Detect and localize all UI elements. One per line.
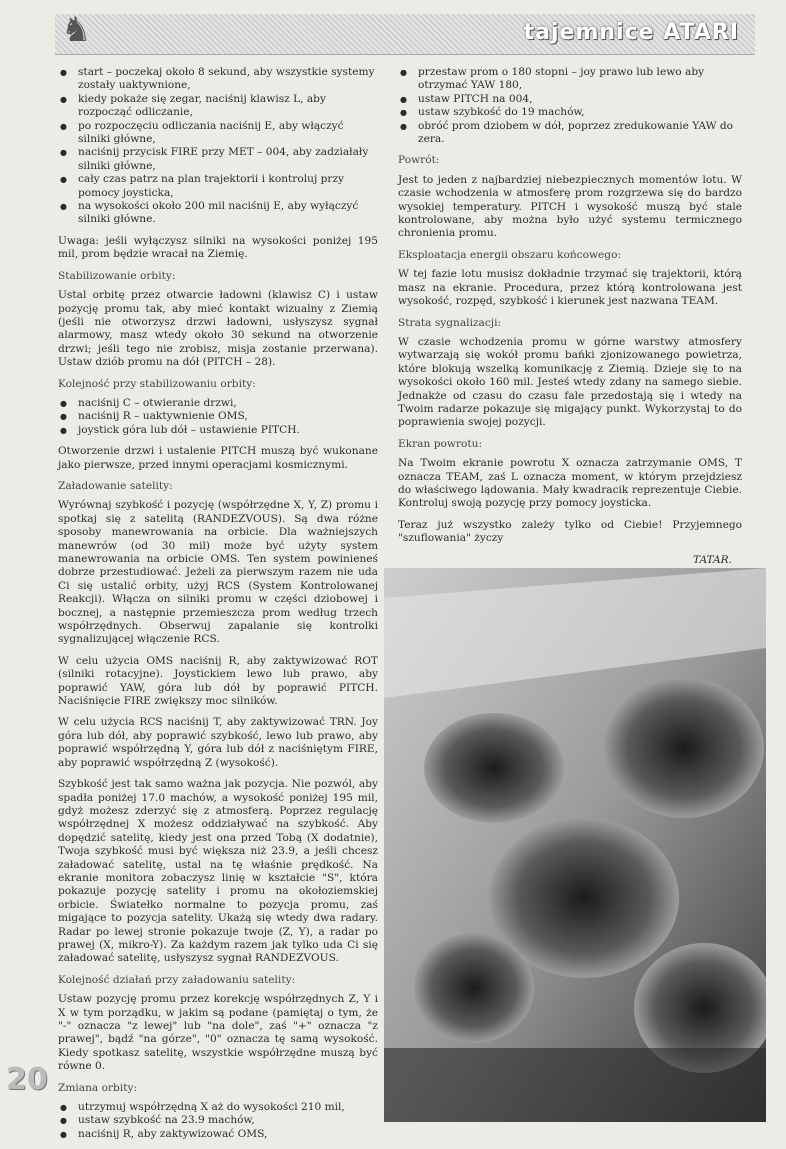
bullet-list — [58, 1101, 378, 1141]
list-item: ● obróć prom dziobem w dół, poprzez zredukowanie YAW do zera. — [398, 120, 742, 147]
section-heading: Stabilizowanie orbity: — [58, 269, 176, 282]
space-shuttle-photo — [384, 568, 766, 1122]
paragraph: Ustaw pozycję promu przez korekcję współrzędnych Z, Y i X w tym porządku, w jakim są podane (pamiętaj o tym, że "-" oznacza "z lewej" lub "na dole", zaś "+" oznacza "z prawej", bądź "na górze", "0" oznacza tę samą wysokość. Kiedy spotkasz satelitę, wszystkie współrzędne muszą być równe 0. — [58, 993, 378, 1073]
paragraph: Ustal orbitę przez otwarcie ładowni (klawisz C) i ustaw pozycję promu tak, aby mieć kontakt wizualny z Ziemią (jeśli nie otworzysz drzwi ładowni, usłyszysz sygnał alarmowy, masz wtedy około 30 sekund na otworzenie drzwi; jeśli tego nie zrobisz, misja zostanie przerwana). Ustaw dziób promu na dół (PITCH – 28). — [58, 289, 378, 369]
section-heading: Powrót: — [398, 154, 440, 167]
section-heading: Kolejność działań przy załadowaniu satelity: — [58, 973, 296, 986]
list-item: ● cały czas patrz na plan trajektorii i kontroluj przy pomocy joysticka, — [58, 173, 378, 200]
author-signature: TATAR. — [692, 553, 732, 566]
page-header — [55, 10, 755, 55]
paragraph: W celu użycia OMS naciśnij R, aby zaktywizować ROT (silniki rotacyjne). Joystickiem lewo lub prawo, aby poprawić YAW, góra lub dół by poprawić PITCH. Naciśnięcie FIRE zwiększy moc silników. — [58, 654, 378, 708]
list-item: ● przestaw prom o 180 stopni – joy prawo lub lewo aby otrzymać YAW 180, — [398, 66, 742, 93]
paragraph: Na Twoim ekranie powrotu X oznacza zatrzymanie OMS, T oznacza TEAM, zaś L oznacza moment, w którym przejdziesz do właściwego lądowania. Mały kwadracik reprezentuje Ciebie. Kontroluj swoją pozycję przy pomocy joysticka. — [398, 457, 742, 510]
paragraph: Teraz już wszystko zależy tylko od Ciebie! Przyjemnego "szuflowania" życzy — [398, 518, 742, 545]
paragraph: W tej fazie lotu musisz dokładnie trzymać się trajektorii, którą masz na ekranie. Procedura, przez którą kontrolowana jest wysokość, rozpęd, szybkość i kierunek jest nazwana TEAM. — [398, 268, 742, 308]
list-item: ● joystick góra lub dół – ustawienie PITCH. — [58, 424, 378, 437]
bullet-list — [58, 66, 378, 227]
paragraph: Szybkość jest tak samo ważna jak pozycja. Nie pozwól, aby spadła poniżej 17.0 machów, a wysokość poniżej 195 mil, gdyż możesz zderzyć się z atmosferą. Poprzez regulację współrzędnej X możesz oddziaływać na szybkość. Aby dopędzić satelitę, kiedy jest ona przed Tobą (X dodatnie), Twoja szybkość musi być większa niż 23.9, a jeśli chcesz załadować satelitę, ustal na tę właśnie prędkość. Na ekranie monitora zobaczysz linię w kształcie "S", która pokazuje pozycję satelity i promu na okołoziemskiej orbicie. Światełko normalne to pozycja promu, zaś migające to pozycja satelity. Ukażą się wtedy dwa radary. Radar po lewej stronie pokazuje twoje (Z, Y), a radar po prawej (X, mikro-Y). Za każdym razem jak tylko uda Ci się załadować satelitę, usłyszysz sygnał RANDEZVOUS. — [58, 778, 378, 965]
section-heading: Załadowanie satelity: — [58, 479, 173, 492]
paragraph: Otworzenie drzwi i ustalenie PITCH muszą być wukonane jako pierwsze, przed innymi operacjami kosmicznymi. — [58, 445, 378, 471]
list-item: ● naciśnij R – uaktywnienie OMS, — [58, 410, 378, 423]
section-heading: Kolejność przy stabilizowaniu orbity: — [58, 377, 256, 390]
list-item: ● naciśnij R, aby zaktywizować OMS, — [58, 1128, 378, 1141]
list-item: ● utrzymuj współrzędną X aż do wysokości 210 mil, — [58, 1101, 378, 1114]
right-column — [398, 66, 742, 575]
header-title: tajemnice ATARI — [523, 20, 739, 45]
bullet-list — [398, 66, 742, 146]
section-heading: Ekran powrotu: — [398, 437, 483, 450]
section-heading: Strata sygnalizacji: — [398, 316, 502, 329]
list-item: ● kiedy pokaże się zegar, naciśnij klawisz L, aby rozpocząć odliczanie, — [58, 93, 378, 120]
section-heading: Eksploatacja energii obszaru końcowego: — [398, 248, 622, 261]
bullet-list — [58, 397, 378, 437]
paragraph: Wyrównaj szybkość i pozycję (współrzędne X, Y, Z) promu i spotkaj się z satelitą (RANDEZVOUS). Są dwa różne sposoby manewrowania na orbicie. Dla ważniejszych manewrów (od 30 mil) może być użyty system manewrowania na orbicie OMS. Ten system powinieneś dobrze przestudiować. Jeżeli za pierwszym razem nie uda Ci się ustalić orbity, użyj RCS (System Kontrolowanej Reakcji). Włącza on silniki promu w części dziobowej i bocznej, a następnie przemieszcza prom według trzech współrzędnych. Obserwuj zapalanie się kontrolki sygnalizującej włączenie RCS. — [58, 499, 378, 646]
list-item: ● naciśnij przycisk FIRE przy MET – 004, aby zadziałały silniki główne, — [58, 146, 378, 173]
list-item: ● na wysokości około 200 mil naciśnij E, aby wyłączyć silniki główne. — [58, 200, 378, 227]
paragraph: W celu użycia RCS naciśnij T, aby zaktywizować TRN. Joy góra lub dół, aby poprawić szybkość, lewo lub prawo, aby poprawić współrzędną Y, góra lub dół z naciśniętym FIRE, aby poprawić współrzędną Z (wysokość). — [58, 716, 378, 769]
list-item: ● naciśnij C – otwieranie drzwi, — [58, 397, 378, 410]
joystick-icon: ♞ — [61, 10, 92, 50]
paragraph: W czasie wchodzenia promu w górne warstwy atmosfery wytwarzają się wokół promu bańki zjonizowanego powietrza, które blokują wszelką komunikację z Ziemią. Dzieje się to na wysokości około 160 mil. Jesteś wtedy zdany na samego siebie. Jednakże od czasu do czasu fale przedostają się i wtedy na Twoim radarze pokazuje się migający punkt. Wykorzystaj to do poprawienia swojej pozycji. — [398, 335, 742, 429]
paragraph: Uwaga: jeśli wyłączysz silniki na wysokości poniżej 195 mil, prom będzie wracał na Ziemię. — [58, 234, 378, 261]
left-column — [58, 66, 378, 1149]
section-heading: Zmiana orbity: — [58, 1081, 138, 1094]
paragraph: Jest to jeden z najbardziej niebezpiecznych momentów lotu. W czasie wchodzenia w atmosferę prom rozgrzewa się do bardzo wysokiej temperatury. PITCH i wysokość muszą być stale kontrolowane, aby można było użyć systemu termicznego chronienia promu. — [398, 173, 742, 240]
list-item: ● ustaw PITCH na 004, — [398, 93, 742, 106]
list-item: ● start – poczekaj około 8 sekund, aby wszystkie systemy zostały uaktywnione, — [58, 66, 378, 93]
list-item: ● ustaw szybkość do 19 machów, — [398, 106, 742, 119]
page-number: 20 — [6, 1062, 48, 1097]
list-item: ● po rozpoczęciu odliczania naciśnij E, aby włączyć silniki główne, — [58, 120, 378, 147]
list-item: ● ustaw szybkość na 23.9 machów, — [58, 1114, 378, 1127]
